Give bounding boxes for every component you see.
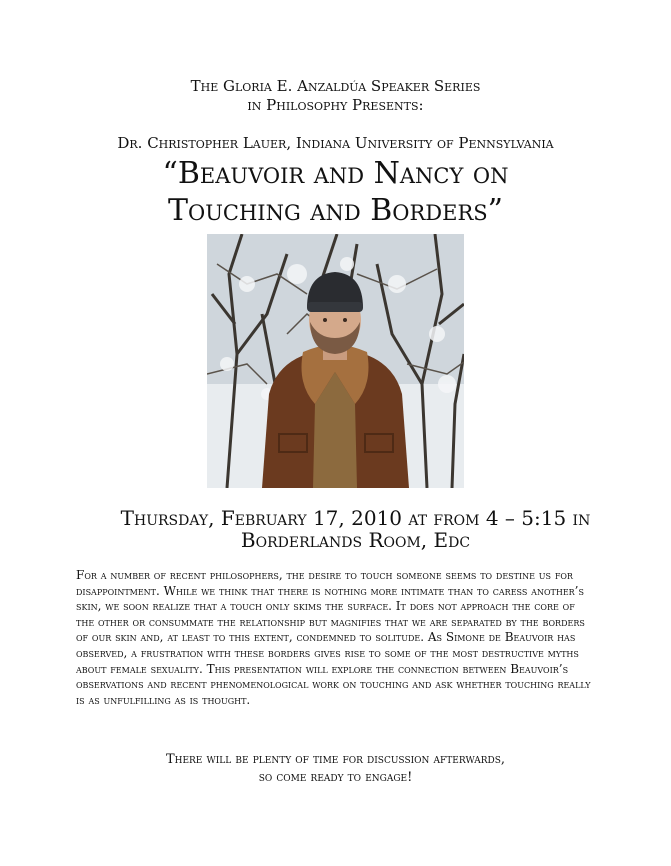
series-heading-line1: The Gloria E. Anzaldúa Speaker Series <box>190 77 481 95</box>
speaker-photo <box>207 234 464 488</box>
closing-note-line1: There will be plenty of time for discussion afterwards, <box>165 752 506 767</box>
closing-note-line2: so come ready to engage! <box>258 770 413 785</box>
speaker-name: Dr. Christopher Lauer, Indiana University of Pennsylvania <box>117 134 554 152</box>
event-location: Borderlands Room, Edc <box>240 528 471 552</box>
series-heading-line2: in Philosophy Presents: <box>247 96 424 114</box>
event-date: Thursday, February 17, 2010 at from 4 – 5:15 in <box>120 506 591 530</box>
talk-abstract: For a number of recent philosophers, the desire to touch someone seems to destine us for disappointment. While we think that there is nothing more intimate than to caress another’s skin, we soon realize that a touch only skims the surface. It does not approach the core of the other or consummate the relationship but magnifies that we are separated by the borders of our skin and, at least to this extent, condemned to solitude. As Simone de Beauvoir has observed, a frustration with these borders gives rise to some of the most destructive myths about female sexuality. This presentation will explore the connection between Beauvoir’s observations and recent phenomenological work on touching and ask whether touching really is as unfulfilling as is thought. <box>76 568 591 707</box>
talk-title-line2: Touching and Borders” <box>168 193 503 228</box>
talk-title-line1: “Beauvoir and Nancy on <box>162 156 509 191</box>
